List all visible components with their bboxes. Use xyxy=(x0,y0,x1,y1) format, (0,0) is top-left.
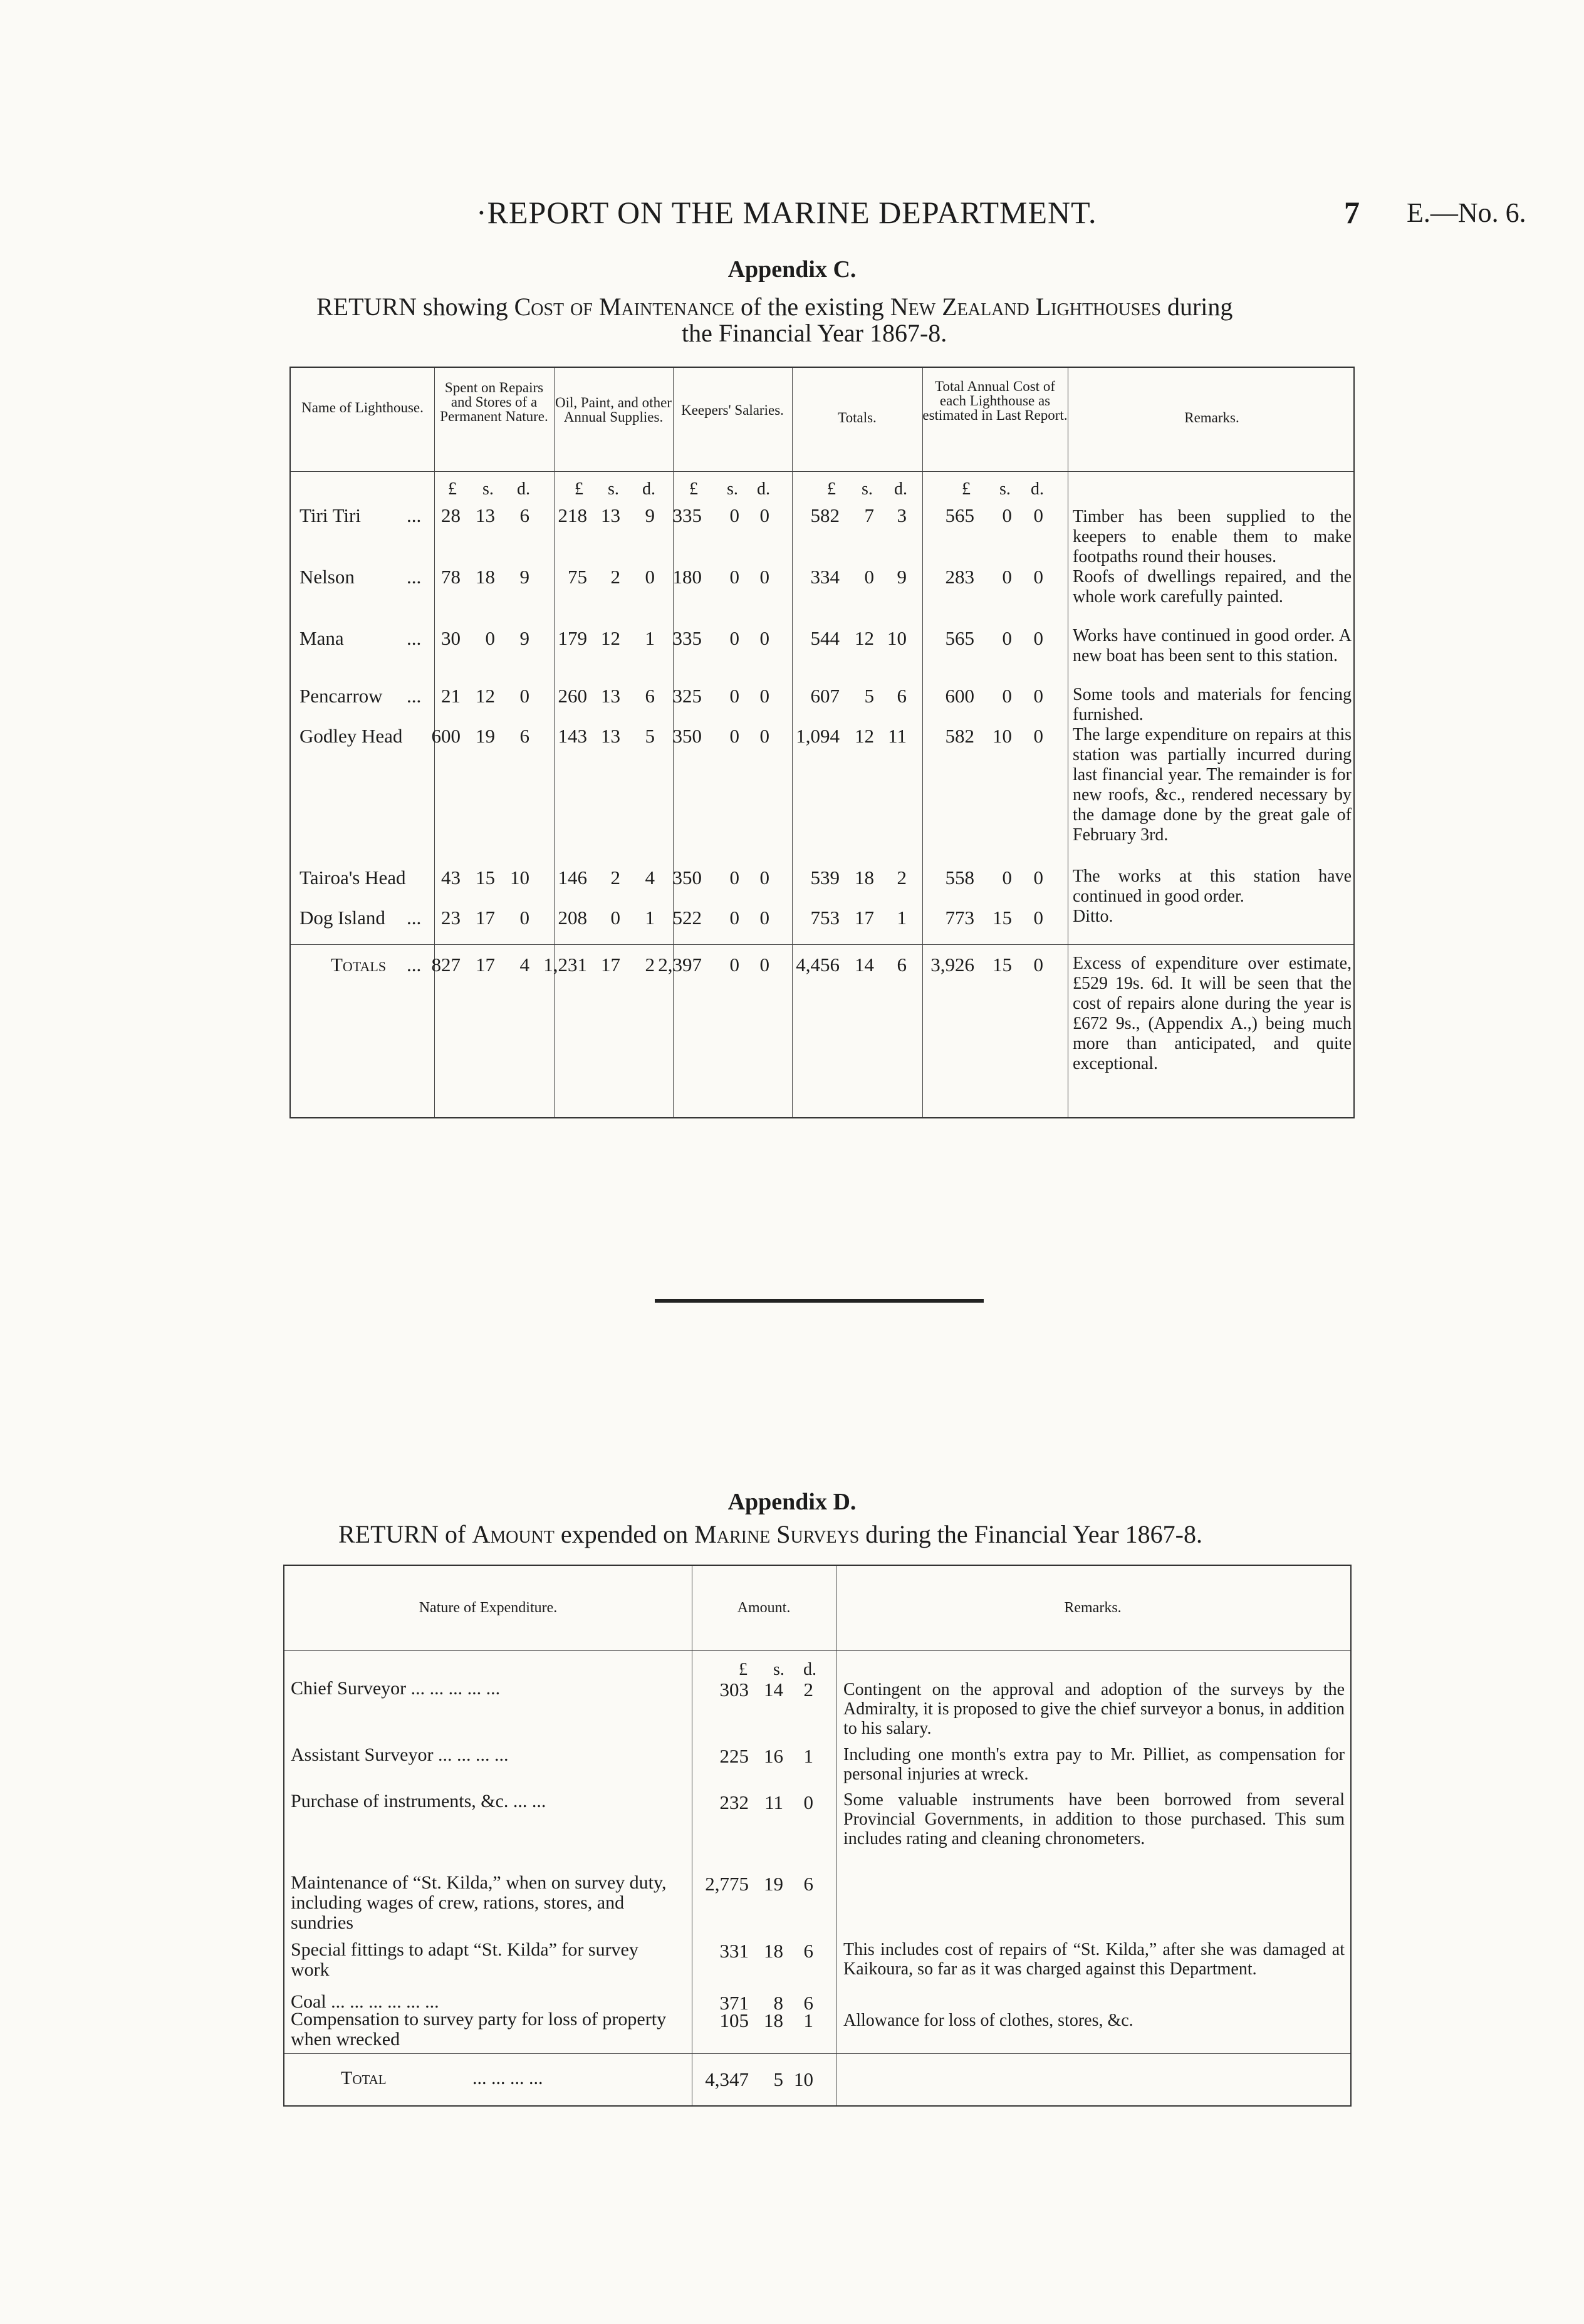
repairs-shillings: 12 xyxy=(476,685,495,707)
unit-label: £ xyxy=(962,479,971,499)
oil-pounds: 1,231 xyxy=(543,954,587,976)
remarks-text: Ditto. xyxy=(1073,907,1113,926)
lighthouse-name: Dog Island xyxy=(300,907,385,929)
repairs-shillings: 0 xyxy=(485,627,495,649)
unit-label: d. xyxy=(894,479,907,499)
amount-pounds: 105 xyxy=(719,2009,749,2031)
totals-pence: 10 xyxy=(887,627,907,649)
expenditure-item: Compensation to survey party for loss of property when wrecked xyxy=(291,2009,667,2050)
amount-pounds: 225 xyxy=(719,1745,749,1767)
repairs-pence: 9 xyxy=(519,566,529,588)
estimated-shillings: 0 xyxy=(1002,867,1012,888)
col-header-salaries: Keepers' Salaries. xyxy=(681,402,784,418)
estimated-shillings: 10 xyxy=(993,725,1012,747)
amount-pence: 1 xyxy=(803,1745,813,1767)
unit-label: s. xyxy=(862,479,873,499)
estimated-shillings: 0 xyxy=(1002,627,1012,649)
oil-shillings: 12 xyxy=(601,627,620,649)
remarks-text: Roofs of dwellings repaired, and the whole work carefully painted. xyxy=(1073,567,1352,607)
remarks-text: Timber has been supplied to the keepers to enable them to make footpaths round their houses. xyxy=(1073,507,1352,566)
amount-pounds: 303 xyxy=(719,1679,749,1701)
totals-pence: 6 xyxy=(897,685,907,707)
oil-pounds: 143 xyxy=(558,725,587,747)
col-header-remarks: Remarks. xyxy=(1184,410,1239,425)
oil-pence: 5 xyxy=(645,725,655,747)
salaries-pence: 0 xyxy=(759,907,769,929)
salaries-pounds: 335 xyxy=(672,627,702,649)
page-running-title: ·REPORT ON THE MARINE DEPARTMENT. xyxy=(476,195,1097,230)
expenditure-remarks: This includes cost of repairs of “St. Kilda,” after she was damaged at Kaikoura, so far as it was charged against this Department. xyxy=(843,1940,1345,1979)
totals-pounds: 607 xyxy=(810,685,840,707)
estimated-pounds: 3,926 xyxy=(930,954,974,976)
repairs-pence: 9 xyxy=(519,627,529,649)
appendix-c-return-line1: RETURN showing Cost of Maintenance of the existing New Zealand Lighthouses during xyxy=(316,293,1233,321)
repairs-shillings: 18 xyxy=(476,566,495,588)
estimated-shillings: 0 xyxy=(1002,566,1012,588)
salaries-shillings: 0 xyxy=(729,954,739,976)
totals-shillings: 14 xyxy=(855,954,874,976)
lighthouse-name: Tiri Tiri xyxy=(300,504,361,526)
expenditure-item: Chief Surveyor ... ... ... ... ... xyxy=(291,1678,501,1699)
amount-shillings: 18 xyxy=(764,1940,783,1962)
repairs-shillings: 17 xyxy=(476,954,495,976)
salaries-pence: 0 xyxy=(759,504,769,526)
estimated-pence: 0 xyxy=(1033,566,1043,588)
oil-pence: 6 xyxy=(645,685,655,707)
remarks-text: Excess of expenditure over estimate, £529 19s. 6d. It will be seen that the cost of repairs alone during the year is £672 9s., (Appendix A.,) being much more than anticipated, and quite exceptional. xyxy=(1073,954,1352,1073)
remarks-text: Works have continued in good order. A new boat has been sent to this station. xyxy=(1073,626,1352,665)
remarks-text: Some tools and materials for fencing furnished. xyxy=(1073,685,1352,724)
repairs-pounds: 600 xyxy=(431,725,461,747)
totals-pence: 2 xyxy=(897,867,907,888)
amount-pounds: 232 xyxy=(719,1791,749,1813)
totals-pounds: 539 xyxy=(810,867,840,888)
salaries-shillings: 0 xyxy=(729,725,739,747)
salaries-pounds: 522 xyxy=(672,907,702,929)
amount-pence: 10 xyxy=(794,2068,813,2090)
unit-label: s. xyxy=(608,479,619,499)
marine-surveys-table xyxy=(283,1565,1352,2107)
estimated-pence: 0 xyxy=(1033,685,1043,707)
amount-pounds: 2,775 xyxy=(705,1873,749,1895)
appendix-c-return-line2: the Financial Year 1867-8. xyxy=(682,319,947,347)
totals-pence: 9 xyxy=(897,566,907,588)
oil-shillings: 0 xyxy=(610,907,620,929)
totals-pounds: 544 xyxy=(810,627,840,649)
oil-shillings: 13 xyxy=(601,685,620,707)
section-reference: E.—No. 6. xyxy=(1407,197,1526,228)
oil-pounds: 75 xyxy=(568,566,587,588)
salaries-pence: 0 xyxy=(759,867,769,888)
expenditure-remarks: Allowance for loss of clothes, stores, &c. xyxy=(843,2011,1133,2030)
totals-shillings: 7 xyxy=(864,504,874,526)
repairs-pounds: 78 xyxy=(441,566,461,588)
page-number: 7 xyxy=(1344,195,1360,230)
estimated-pounds: 283 xyxy=(945,566,974,588)
salaries-shillings: 0 xyxy=(729,566,739,588)
repairs-pence: 0 xyxy=(519,907,529,929)
lighthouse-name: Tairoa's Head xyxy=(300,867,406,888)
unit-label: d. xyxy=(757,479,770,499)
estimated-pence: 0 xyxy=(1033,725,1043,747)
amount-pounds: 331 xyxy=(719,1940,749,1962)
oil-pounds: 146 xyxy=(558,867,587,888)
amount-pence: 6 xyxy=(803,1940,813,1962)
expenditure-item: Special fittings to adapt “St. Kilda” for survey work xyxy=(291,1939,638,1980)
repairs-shillings: 19 xyxy=(476,725,495,747)
amount-shillings: 8 xyxy=(773,1992,783,2014)
lighthouse-name: Nelson xyxy=(300,566,355,588)
amount-shillings: 18 xyxy=(764,2009,783,2031)
col-header-name: Name of Lighthouse. xyxy=(301,400,424,415)
salaries-pence: 0 xyxy=(759,685,769,707)
estimated-shillings: 15 xyxy=(993,907,1012,929)
totals-pounds: 4,456 xyxy=(796,954,840,976)
estimated-pence: 0 xyxy=(1033,907,1043,929)
estimated-pence: 0 xyxy=(1033,627,1043,649)
estimated-shillings: 0 xyxy=(1002,504,1012,526)
salaries-pence: 0 xyxy=(759,566,769,588)
amount-shillings: 5 xyxy=(773,2068,783,2090)
salaries-shillings: 0 xyxy=(729,867,739,888)
lighthouse-name: Godley Head xyxy=(300,725,403,747)
estimated-pounds: 558 xyxy=(945,867,974,888)
expenditure-remarks: Contingent on the approval and adoption of the surveys by the Admiralty, it is proposed to give the chief surveyor a bonus, in addition to his salary. xyxy=(843,1680,1345,1738)
oil-pence: 4 xyxy=(645,867,655,888)
salaries-pence: 0 xyxy=(759,954,769,976)
totals-pounds: 753 xyxy=(810,907,840,929)
lighthouse-maintenance-table xyxy=(289,367,1355,1118)
totals-pence: 6 xyxy=(897,954,907,976)
repairs-pence: 6 xyxy=(519,504,529,526)
remarks-text: The works at this station have continued in good order. xyxy=(1073,867,1352,906)
unit-label: d. xyxy=(1031,479,1044,499)
salaries-pounds: 350 xyxy=(672,725,702,747)
amount-shillings: 16 xyxy=(764,1745,783,1767)
col-header-estimated: Total Annual Cost of each Lighthouse as estimated in Last Report. xyxy=(922,378,1068,423)
d-col-header-nature: Nature of Expenditure. xyxy=(419,1600,558,1616)
oil-shillings: 17 xyxy=(601,954,620,976)
unit-label: s. xyxy=(482,479,494,499)
d-unit-label: £ xyxy=(739,1660,748,1679)
totals-pounds: 1,094 xyxy=(796,725,840,747)
repairs-pounds: 21 xyxy=(441,685,461,707)
estimated-pence: 0 xyxy=(1033,867,1043,888)
amount-pence: 6 xyxy=(803,1992,813,2014)
unit-label: d. xyxy=(642,479,655,499)
lighthouse-name: Pencarrow xyxy=(300,685,383,707)
col-header-oil: Oil, Paint, and other Annual Supplies. xyxy=(555,395,672,425)
estimated-pounds: 565 xyxy=(945,627,974,649)
estimated-shillings: 15 xyxy=(993,954,1012,976)
estimated-pence: 0 xyxy=(1033,954,1043,976)
leader-dots: ... ... ... ... xyxy=(472,2068,543,2088)
estimated-pence: 0 xyxy=(1033,504,1043,526)
appendix-c-title: Appendix C. xyxy=(727,256,857,283)
oil-shillings: 13 xyxy=(601,504,620,526)
expenditure-item: Purchase of instruments, &c. ... ... xyxy=(291,1791,546,1811)
salaries-shillings: 0 xyxy=(729,627,739,649)
totals-shillings: 18 xyxy=(855,867,874,888)
totals-pence: 1 xyxy=(897,907,907,929)
repairs-pence: 4 xyxy=(519,954,529,976)
leader-dots: ... xyxy=(407,504,422,526)
d-unit-label: d. xyxy=(803,1660,816,1679)
oil-pounds: 179 xyxy=(558,627,587,649)
oil-pence: 9 xyxy=(645,504,655,526)
repairs-shillings: 17 xyxy=(476,907,495,929)
amount-pounds: 371 xyxy=(719,1992,749,2014)
repairs-pounds: 43 xyxy=(441,867,461,888)
unit-label: £ xyxy=(575,479,583,499)
repairs-pence: 0 xyxy=(519,685,529,707)
col-header-repairs: Spent on Repairs and Stores of a Permanent Nature. xyxy=(440,380,548,424)
amount-pounds: 4,347 xyxy=(705,2068,749,2090)
unit-label: s. xyxy=(999,479,1011,499)
expenditure-item: Coal ... ... ... ... ... ... xyxy=(291,1991,439,2012)
d-col-header-remarks: Remarks. xyxy=(1064,1600,1122,1616)
oil-pence: 2 xyxy=(645,954,655,976)
unit-label: £ xyxy=(689,479,698,499)
totals-shillings: 17 xyxy=(855,907,874,929)
salaries-pence: 0 xyxy=(759,627,769,649)
oil-pounds: 208 xyxy=(558,907,587,929)
oil-pence: 1 xyxy=(645,627,655,649)
repairs-pounds: 30 xyxy=(441,627,461,649)
totals-pounds: 582 xyxy=(810,504,840,526)
oil-shillings: 2 xyxy=(610,867,620,888)
repairs-pence: 10 xyxy=(510,867,529,888)
total-label: Total xyxy=(341,2068,387,2088)
amount-shillings: 14 xyxy=(764,1679,783,1701)
amount-shillings: 19 xyxy=(764,1873,783,1895)
totals-label: Totals xyxy=(331,954,387,976)
expenditure-remarks: Including one month's extra pay to Mr. Pilliet, as compensation for personal injuries at wreck. xyxy=(843,1745,1345,1784)
totals-shillings: 12 xyxy=(855,725,874,747)
repairs-shillings: 13 xyxy=(476,504,495,526)
section-divider-rule xyxy=(655,1299,984,1303)
salaries-shillings: 0 xyxy=(729,907,739,929)
leader-dots: ... xyxy=(407,627,422,649)
col-header-totals: Totals. xyxy=(838,410,877,425)
leader-dots: ... xyxy=(407,954,422,976)
totals-pence: 11 xyxy=(888,725,907,747)
unit-label: £ xyxy=(827,479,836,499)
lighthouse-name: Mana xyxy=(300,627,344,649)
expenditure-remarks: Some valuable instruments have been borrowed from several Provincial Governments, in addition to those purchased. This sum includes rating and cleaning chronometers. xyxy=(843,1790,1345,1848)
oil-pence: 1 xyxy=(645,907,655,929)
salaries-shillings: 0 xyxy=(729,685,739,707)
totals-shillings: 5 xyxy=(864,685,874,707)
d-col-header-amount: Amount. xyxy=(737,1600,791,1616)
amount-shillings: 11 xyxy=(764,1791,783,1813)
amount-pence: 6 xyxy=(803,1873,813,1895)
unit-label: £ xyxy=(448,479,457,499)
repairs-pounds: 28 xyxy=(441,504,461,526)
amount-pence: 1 xyxy=(803,2009,813,2031)
d-unit-label: s. xyxy=(773,1660,784,1679)
oil-shillings: 2 xyxy=(610,566,620,588)
repairs-shillings: 15 xyxy=(476,867,495,888)
salaries-pounds: 335 xyxy=(672,504,702,526)
salaries-shillings: 0 xyxy=(729,504,739,526)
salaries-pounds: 180 xyxy=(672,566,702,588)
repairs-pounds: 23 xyxy=(441,907,461,929)
return-word: RETURN xyxy=(316,293,417,321)
leader-dots: ... xyxy=(407,685,422,707)
unit-label: d. xyxy=(517,479,530,499)
repairs-pence: 6 xyxy=(519,725,529,747)
amount-pence: 2 xyxy=(803,1679,813,1701)
estimated-pounds: 565 xyxy=(945,504,974,526)
totals-pounds: 334 xyxy=(810,566,840,588)
totals-shillings: 12 xyxy=(855,627,874,649)
estimated-pounds: 582 xyxy=(945,725,974,747)
oil-shillings: 13 xyxy=(601,725,620,747)
leader-dots: ... xyxy=(407,907,422,929)
estimated-pounds: 600 xyxy=(945,685,974,707)
amount-pence: 0 xyxy=(803,1791,813,1813)
totals-shillings: 0 xyxy=(864,566,874,588)
expenditure-item: Maintenance of “St. Kilda,” when on survey duty, including wages of crew, rations, stores, and sundries xyxy=(291,1872,667,1933)
expenditure-item: Assistant Surveyor ... ... ... ... xyxy=(291,1744,509,1765)
remarks-text: The large expenditure on repairs at this station was partially incurred during last financial year. The remainder is for new roofs, &c., rendered necessary by the damage done by the great gale of February 3rd. xyxy=(1073,725,1352,845)
repairs-pounds: 827 xyxy=(431,954,461,976)
salaries-pounds: 2,397 xyxy=(658,954,702,976)
leader-dots: ... xyxy=(407,566,422,588)
oil-pence: 0 xyxy=(645,566,655,588)
salaries-pounds: 350 xyxy=(672,867,702,888)
salaries-pence: 0 xyxy=(759,725,769,747)
salaries-pounds: 325 xyxy=(672,685,702,707)
appendix-d-return-line: RETURN of Amount expended on Marine Surveys during the Financial Year 1867-8. xyxy=(338,1520,1202,1548)
oil-pounds: 218 xyxy=(558,504,587,526)
totals-pence: 3 xyxy=(897,504,907,526)
estimated-shillings: 0 xyxy=(1002,685,1012,707)
unit-label: s. xyxy=(727,479,738,499)
oil-pounds: 260 xyxy=(558,685,587,707)
appendix-d-title: Appendix D. xyxy=(727,1489,857,1515)
estimated-pounds: 773 xyxy=(945,907,974,929)
